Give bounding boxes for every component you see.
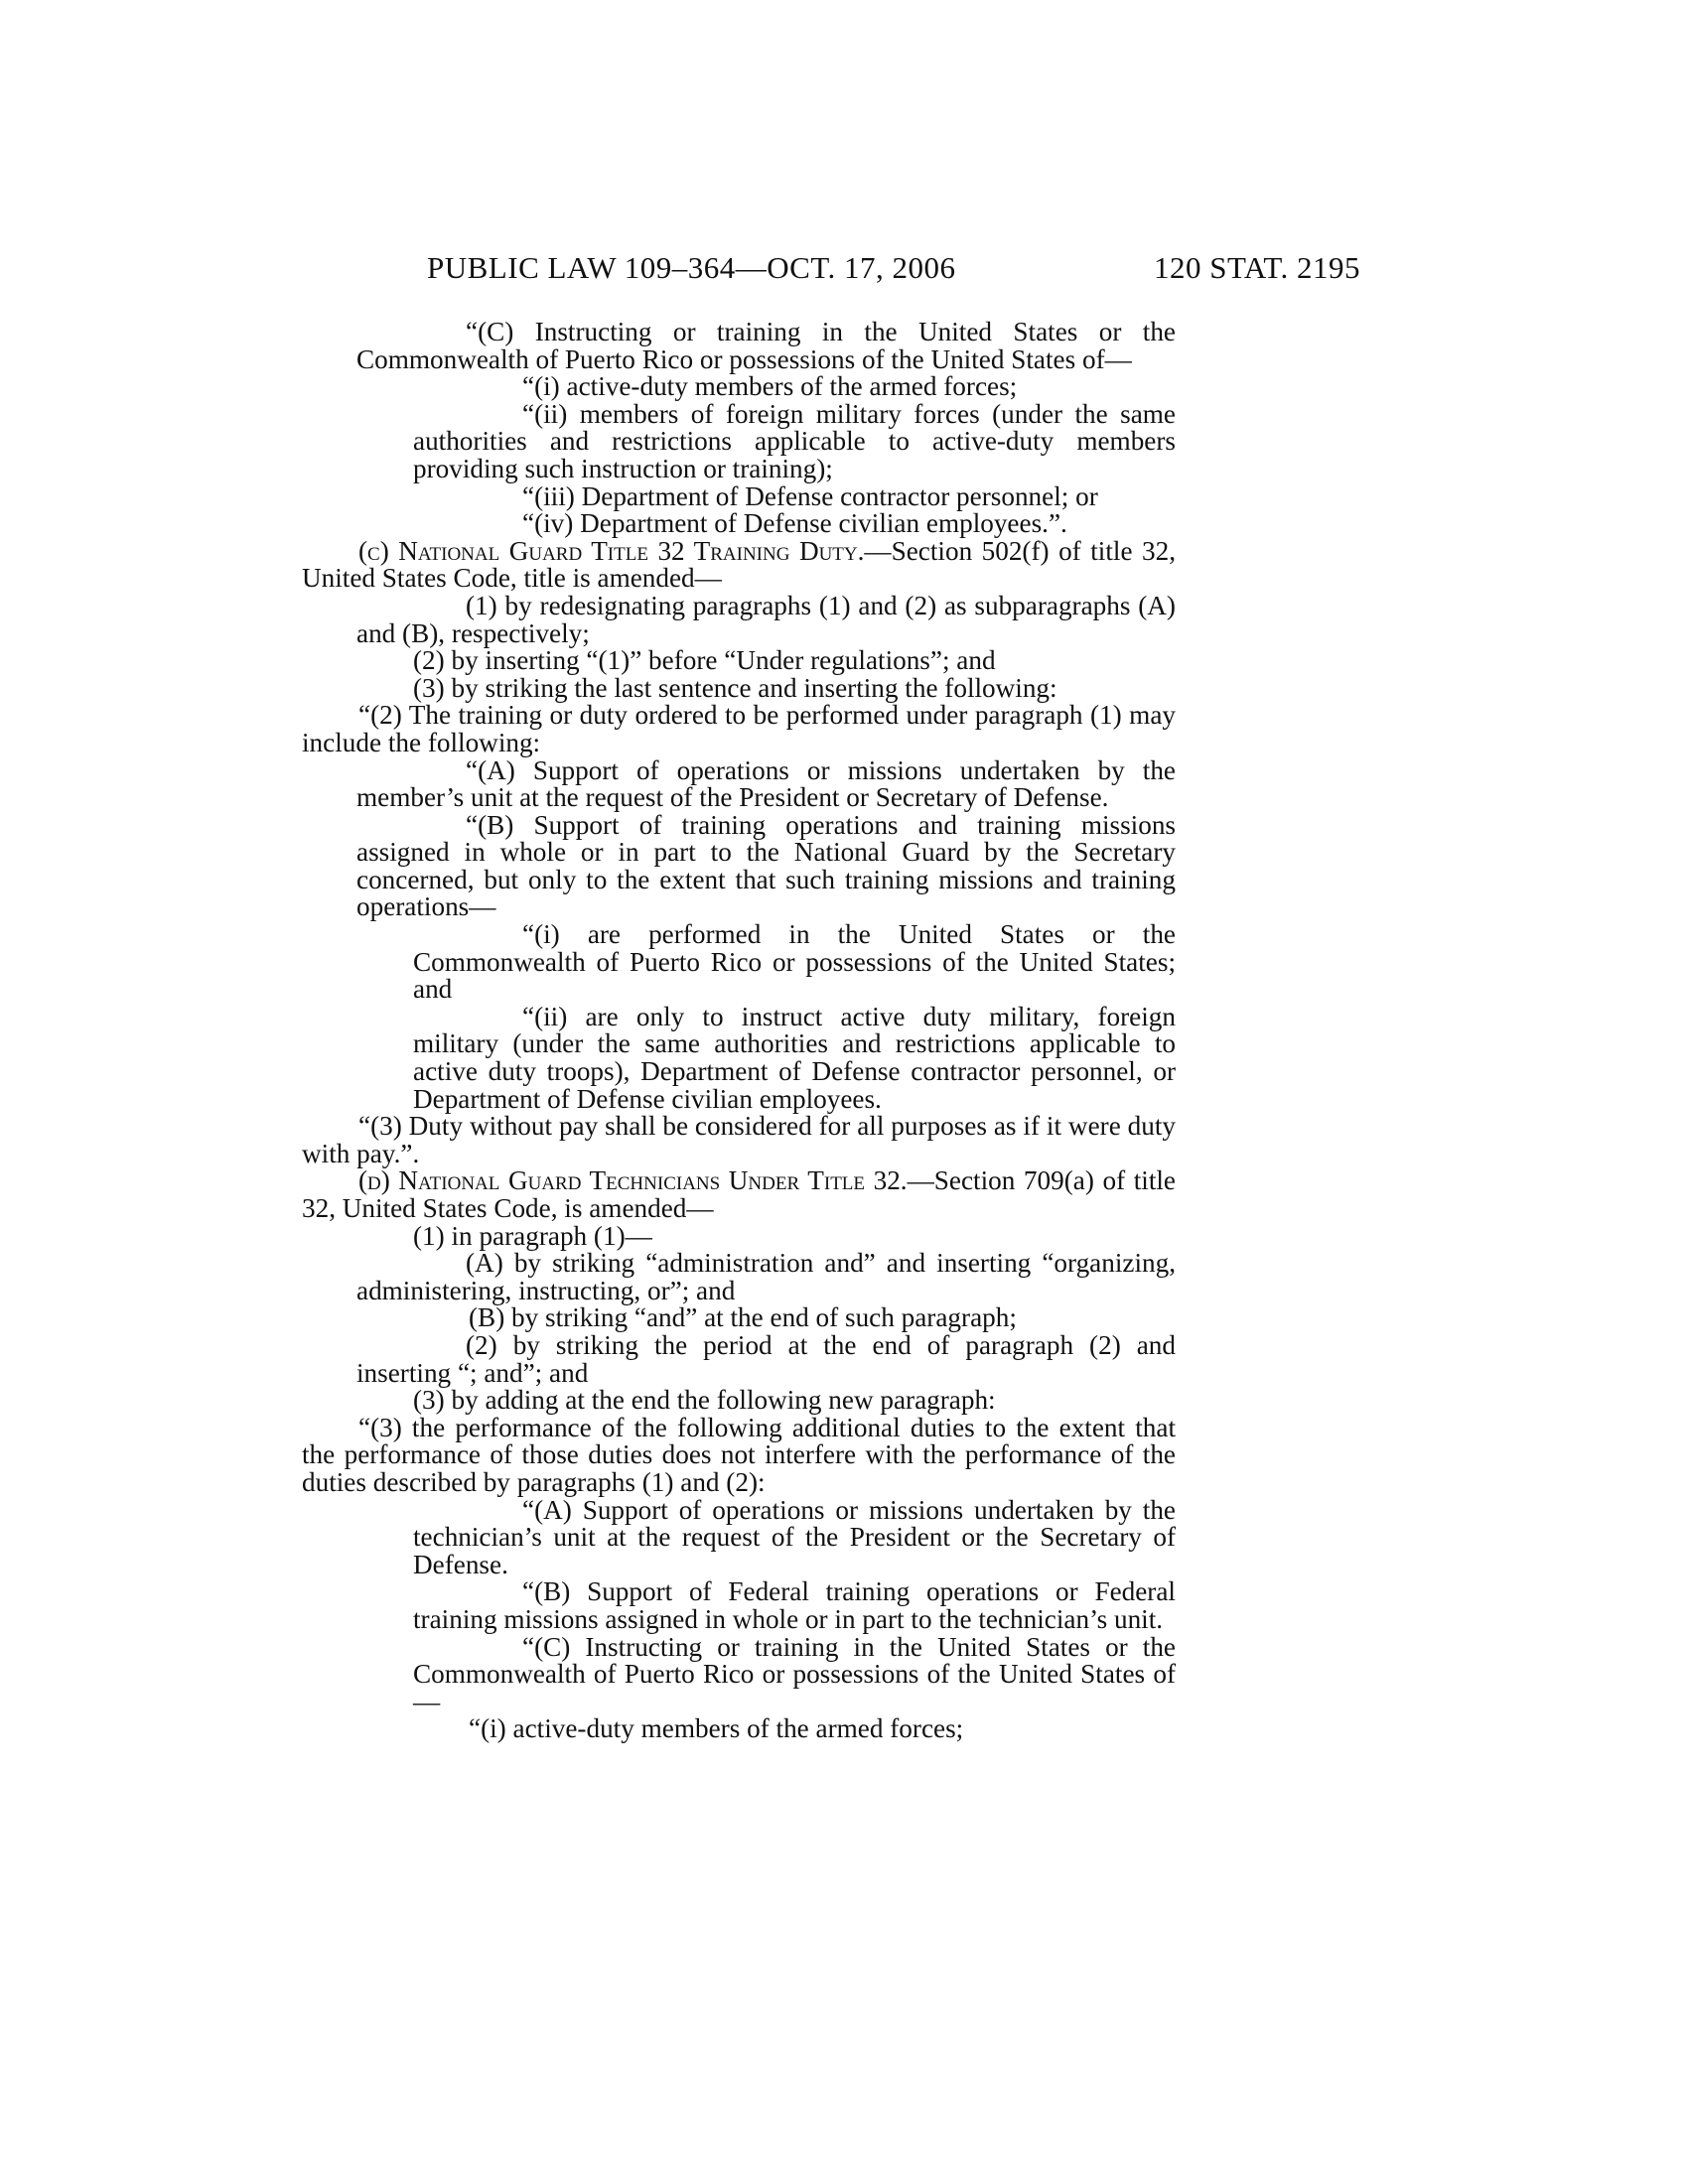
subsection-c — [302, 535, 1176, 594]
inserted-subparagraph-b: “(B) Support of training operations and training missions assigned in whole or in part to the National Guard by the Secretary concerned, but only to the extent that such training missions and training operations— — [356, 809, 1176, 922]
inserted-clause-i: “(i) are performed in the United States or the Commonwealth of Puerto Rico or possessions of the United States; and — [413, 919, 1176, 1005]
inserted-paragraph-3: “(3) Duty without pay shall be considered for all purposes as if it were duty with pay.”. — [302, 1111, 1176, 1168]
page-header — [298, 250, 1360, 290]
statute-page-reference: 120 STAT. 2195 — [1153, 250, 1360, 285]
inserted-d-subparagraph-b: “(B) Support of Federal training operations or Federal training missions assigned in whole or in part to the technician’s unit. — [413, 1576, 1176, 1634]
amendment-2: (2) by inserting “(1)” before “Under regulations”; and — [413, 645, 996, 676]
inserted-paragraph-2: “(2) The training or duty ordered to be performed under paragraph (1) may include the following: — [302, 700, 1176, 757]
amendment-d-1-b: (B) by striking “and” at the end of such paragraph; — [469, 1302, 1017, 1333]
clause-iii: “(iii) Department of Defense contractor personnel; or — [522, 480, 1098, 511]
document-body — [302, 319, 1176, 1743]
inserted-subparagraph-a: “(A) Support of operations or missions undertaken by the member’s unit at the request of the President or Secretary of Defense. — [356, 754, 1176, 813]
amendment-3: (3) by striking the last sentence and inserting the following: — [413, 672, 1057, 703]
subsection-c-heading: (c) National Guard Title 32 Training Duty. — [358, 535, 865, 566]
subsection-d — [302, 1167, 1176, 1222]
subsection-c-text: —Section 502(f) of title 32, United States Code, title is amended— — [302, 535, 1176, 594]
amendment-d-1: (1) in paragraph (1)— — [413, 1220, 652, 1251]
inserted-d-clause-i: “(i) active-duty members of the armed forces; — [469, 1713, 964, 1744]
inserted-clause-ii: “(ii) are only to instruct active duty military, foreign military (under the same authorities and restrictions applicable to active duty troops), Department of Defense contractor personnel, or Department of Defense civilian employees. — [413, 1001, 1176, 1114]
inserted-paragraph-d-3: “(3) the performance of the following additional duties to the extent that the performance of those duties does not interfere with the performance of the duties described by paragraphs (1) and (2): — [302, 1412, 1176, 1497]
amendment-d-3: (3) by adding at the end the following new paragraph: — [413, 1385, 996, 1416]
amendment-1: (1) by redesignating paragraphs (1) and (2) as subparagraphs (A) and (B), respectively; — [356, 590, 1176, 648]
clause-i: “(i) active-duty members of the armed forces; — [522, 371, 1018, 402]
amendment-d-1-a: (A) by striking “administration and” and inserting “organizing, administering, instructing, or”; and — [356, 1248, 1176, 1305]
paragraph-c-instructing: “(C) Instructing or training in the United States or the Commonwealth of Puerto Rico or possessions of the United States of— — [356, 317, 1176, 374]
running-head: PUBLIC LAW 109–364—OCT. 17, 2006 — [427, 250, 956, 285]
subsection-d-text: —Section 709(a) of title 32, United States Code, is amended— — [302, 1165, 1176, 1223]
amendment-d-2: (2) by striking the period at the end of paragraph (2) and inserting “; and”; and — [356, 1329, 1176, 1388]
clause-ii: “(ii) members of foreign military forces (under the same authorities and restrictions applicable to active-duty members providing such instruction or training); — [413, 398, 1176, 483]
clause-iv: “(iv) Department of Defense civilian employees.”. — [522, 508, 1067, 539]
subsection-d-heading: (d) National Guard Technicians Under Title 32. — [358, 1165, 908, 1196]
inserted-d-subparagraph-c: “(C) Instructing or training in the United States or the Commonwealth of Puerto Rico or possessions of the United States of— — [413, 1631, 1176, 1716]
inserted-d-subparagraph-a: “(A) Support of operations or missions undertaken by the technician’s unit at the request of the President or the Secretary of Defense. — [413, 1494, 1176, 1579]
